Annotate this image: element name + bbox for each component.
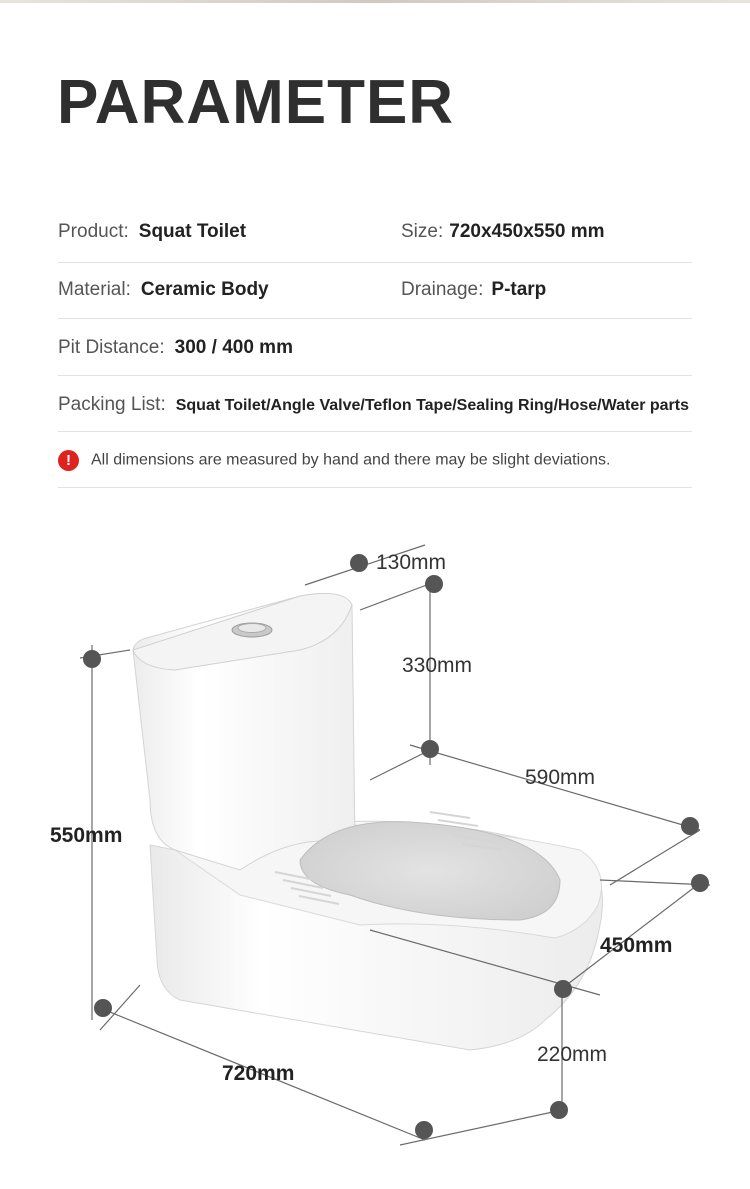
dim-seat-length-label: 590mm bbox=[525, 766, 596, 789]
dimension-marker bbox=[415, 1121, 433, 1139]
spec-material-label: Material: bbox=[58, 279, 131, 300]
notice-divider bbox=[58, 487, 692, 488]
spec-packing-list-value: Squat Toilet/Angle Valve/Teflon Tape/Sealing Ring/Hose/Water parts bbox=[175, 397, 690, 414]
dim-tank-depth-label: 130mm bbox=[376, 551, 447, 574]
dimension-marker bbox=[691, 874, 709, 892]
spec-pit-distance-label: Pit Distance: bbox=[58, 337, 165, 358]
spec-row-packing-list bbox=[58, 386, 692, 432]
measurement-notice bbox=[58, 450, 610, 471]
spec-product-label: Product: bbox=[58, 221, 129, 242]
product-dimension-figure bbox=[0, 520, 750, 1189]
spec-size-value: 720x450x550 mm bbox=[449, 221, 605, 242]
dimension-marker bbox=[350, 554, 368, 572]
dim-width-label: 450mm bbox=[600, 934, 673, 957]
dimension-marker bbox=[83, 650, 101, 668]
spec-pit-distance-value: 300 / 400 mm bbox=[174, 337, 293, 358]
dimension-marker bbox=[94, 999, 112, 1017]
spec-material bbox=[58, 279, 269, 301]
spec-size-label: Size: bbox=[401, 221, 444, 242]
dim-base-height-label: 220mm bbox=[537, 1043, 608, 1066]
spec-drainage-label: Drainage: bbox=[401, 279, 484, 300]
dimension-marker bbox=[554, 980, 572, 998]
squat-toilet-image bbox=[133, 593, 603, 1050]
spec-row-material-drainage bbox=[58, 273, 692, 319]
dimension-marker bbox=[421, 740, 439, 758]
spec-pit-distance bbox=[58, 337, 293, 359]
spec-size bbox=[401, 221, 605, 243]
dimension-marker bbox=[681, 817, 699, 835]
spec-row-product-size bbox=[58, 215, 692, 263]
dimension-marker bbox=[425, 575, 443, 593]
spec-material-value: Ceramic Body bbox=[140, 279, 269, 300]
top-divider bbox=[0, 0, 750, 3]
dimension-marker bbox=[550, 1101, 568, 1119]
dim-tank-height-label: 330mm bbox=[402, 654, 473, 677]
spec-drainage bbox=[401, 279, 546, 301]
spec-packing-list bbox=[58, 394, 689, 416]
spec-product-value: Squat Toilet bbox=[138, 221, 247, 242]
spec-row-pit-distance bbox=[58, 329, 692, 376]
notice-text: All dimensions are measured by hand and there may be slight deviations. bbox=[91, 451, 611, 469]
spec-product bbox=[58, 221, 246, 243]
spec-packing-list-label: Packing List: bbox=[58, 394, 166, 415]
spec-drainage-value: P-tarp bbox=[491, 279, 547, 300]
dim-total-length-label: 720mm bbox=[222, 1062, 295, 1085]
dim-total-height-label: 550mm bbox=[50, 824, 123, 847]
exclamation-icon: ! bbox=[58, 450, 79, 471]
page-title: PARAMETER bbox=[57, 68, 455, 137]
